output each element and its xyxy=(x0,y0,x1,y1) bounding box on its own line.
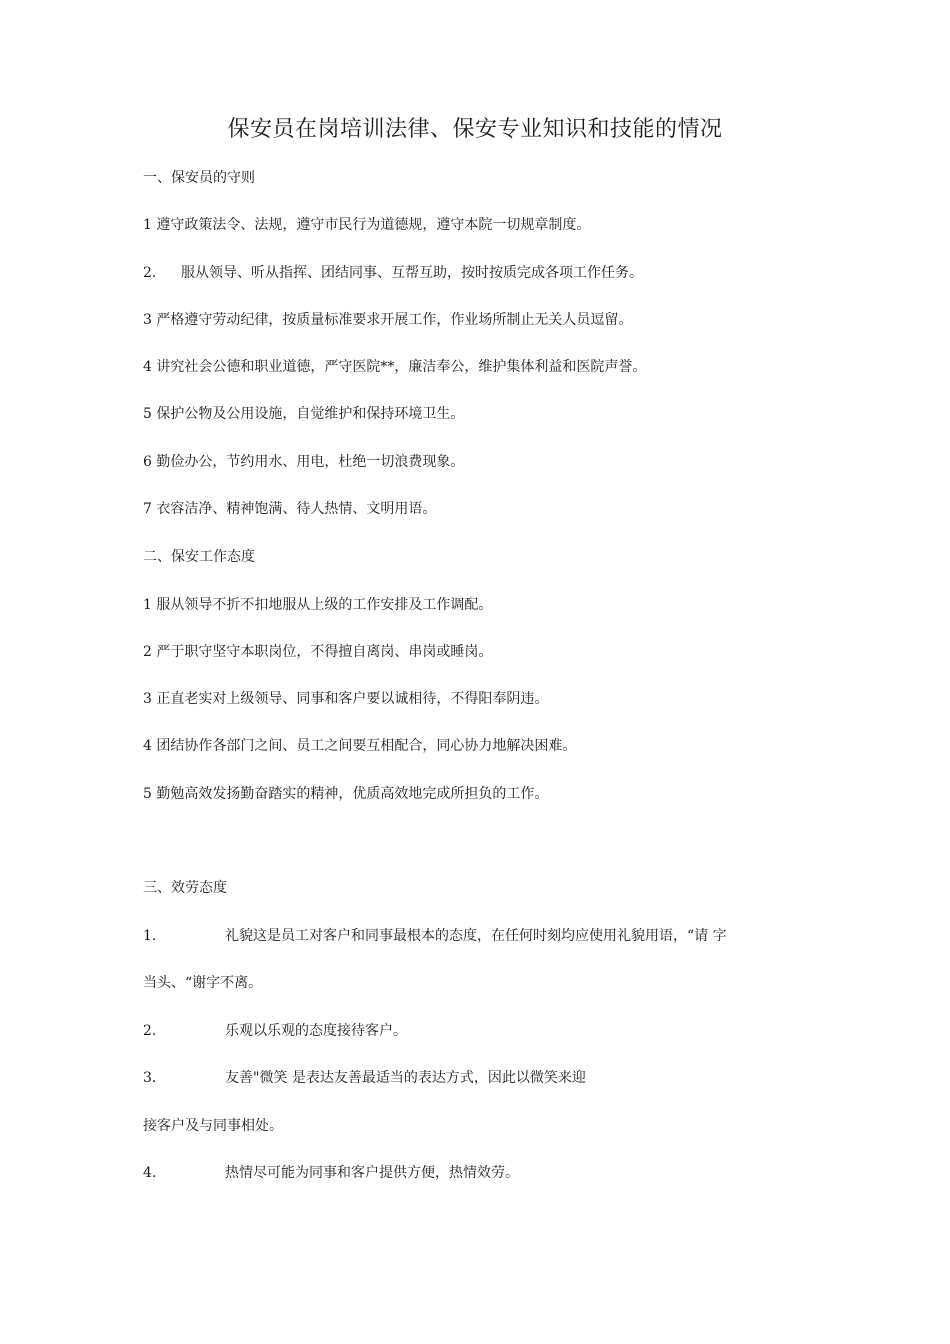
section3-item-3-continuation: 接客户及与同事相处。 xyxy=(143,1118,283,1134)
section3-item-3-number: 3. xyxy=(143,1070,157,1086)
section1-item-2-number: 2. xyxy=(143,265,157,281)
section1-item-3: 3 严格遵守劳动纪律，按质量标准要求开展工作，作业场所制止无关人员逗留。 xyxy=(143,312,633,328)
section3-item-1-text: 礼貌这是员工对客户和同事最根本的态度，在任何时刻均应使用礼貌用语，“请 字 xyxy=(225,928,727,944)
section3-item-2-number: 2. xyxy=(143,1023,157,1039)
section2-item-3: 3 正直老实对上级领导、同事和客户要以诚相待，不得阳奉阴违。 xyxy=(143,691,549,707)
section3-item-1-continuation: 当头、“谢字不离。 xyxy=(143,975,263,991)
section1-item-6: 6 勤俭办公，节约用水、用电，杜绝一切浪费现象。 xyxy=(143,454,465,470)
section-heading-1: 一、保安员的守则 xyxy=(143,170,255,186)
section1-item-5: 5 保护公物及公用设施，自觉维护和保持环境卫生。 xyxy=(143,406,465,422)
document-title: 保安员在岗培训法律、保安专业知识和技能的情况 xyxy=(227,117,723,142)
section1-item-1: 1 遵守政策法令、法规，遵守市民行为道德规，遵守本院一切规章制度。 xyxy=(143,217,591,233)
section2-item-1: 1 服从领导不折不扣地服从上级的工作安排及工作调配。 xyxy=(143,597,493,613)
section3-item-3-text: 友善"微笑 是表达友善最适当的表达方式，因此以微笑来迎 xyxy=(225,1070,586,1086)
section-heading-3: 三、效劳态度 xyxy=(143,880,227,896)
section3-item-2 xyxy=(143,1021,407,1041)
section3-item-1 xyxy=(143,926,727,946)
section2-item-5: 5 勤勉高效发扬勤奋踏实的精神，优质高效地完成所担负的工作。 xyxy=(143,786,549,802)
section3-item-4-text: 热情尽可能为同事和客户提供方便，热情效劳。 xyxy=(225,1165,519,1181)
section3-item-3 xyxy=(143,1068,586,1088)
section1-item-2-text: 服从领导、听从指挥、团结同事、互帮互助，按时按质完成各项工作任务。 xyxy=(181,265,643,281)
section1-item-7: 7 衣容洁净、精神饱满、待人热情、文明用语。 xyxy=(143,501,437,517)
section3-item-4-number: 4. xyxy=(143,1165,157,1181)
section-heading-2: 二、保安工作态度 xyxy=(143,549,255,565)
section1-item-2 xyxy=(143,263,643,283)
section1-item-4: 4 讲究社会公德和职业道德，严守医院**，廉洁奉公，维护集体利益和医院声誉。 xyxy=(143,359,647,375)
section2-item-4: 4 团结协作各部门之间、员工之间要互相配合，同心协力地解决困难。 xyxy=(143,738,577,754)
section2-item-2: 2 严于职守坚守本职岗位，不得擅自离岗、串岗或睡岗。 xyxy=(143,644,493,660)
section3-item-2-text: 乐观以乐观的态度接待客户。 xyxy=(225,1023,407,1039)
section3-item-1-number: 1. xyxy=(143,928,157,944)
section3-item-4 xyxy=(143,1163,519,1183)
